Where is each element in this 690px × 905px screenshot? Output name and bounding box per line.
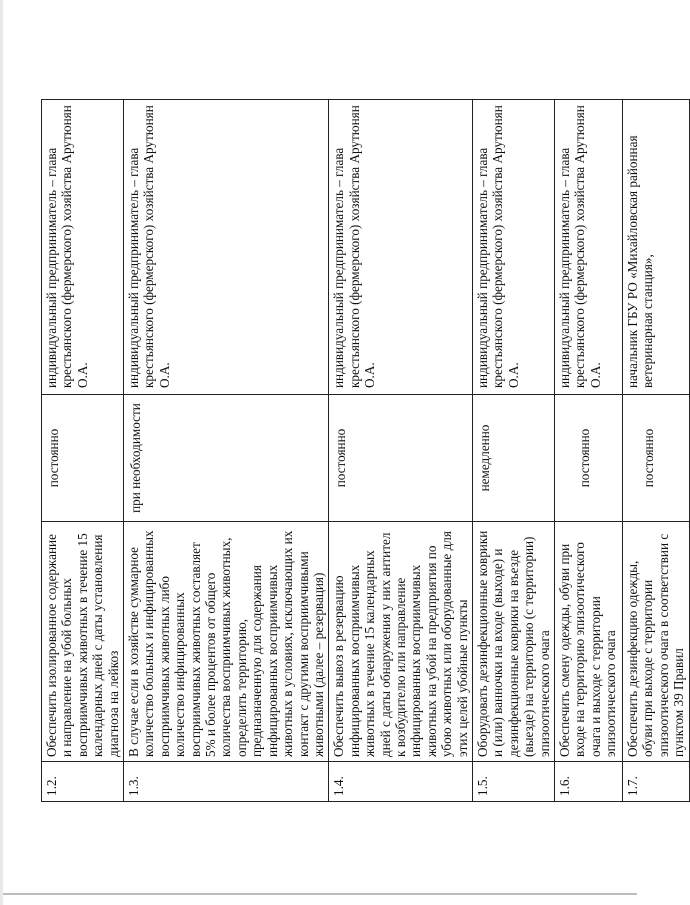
measure-text: В случае если в хозяйстве суммарное количество больных и инфицированных восприимчивых животных либо количество инфицированных восприимчивых животных составляет 5% и более процентов от общего количества восприимчивых животных, определить территорию, предназначенную для содержания инфицированных восприимчивых животных в условиях, исключающих их контакт с другими восприимчивыми животными (далее – резервация) [124,522,329,762]
scan-edge-mark [0,0,3,905]
term-cell: постоянно [555,395,623,522]
measures-table [41,99,690,802]
responsible-cell: индивидуальный предприниматель – глава крестьянского (фермерского) хозяйства Арутюнян О.А. [42,100,124,395]
term-cell: при необходимости [124,395,329,522]
row-number: 1.2. [42,762,124,802]
term-cell: постоянно [42,395,124,522]
table-row [42,100,124,802]
table-row [555,100,623,802]
responsible-cell: начальник ГБУ РО «Михайловская районная ветеринарная станция», [623,100,690,395]
table-row [472,100,554,802]
measure-text: Обеспечить дезинфекцию одежды, обуви при выходе с территории эпизоотического очага в соответствии с пунктом 39 Правил [623,522,690,762]
table-row [329,100,473,802]
table-row [124,100,329,802]
row-number: 1.3. [124,762,329,802]
term-cell: постоянно [329,395,473,522]
responsible-cell: индивидуальный предприниматель – глава крестьянского (фермерского) хозяйства Арутюнян О.А. [555,100,623,395]
row-number: 1.5. [472,762,554,802]
scan-edge-mark [3,893,637,895]
row-number: 1.4. [329,762,473,802]
measure-text: Обеспечить изолированное содержание и направление на убой больных восприимчивых животных в течение 15 календарных дней с даты установления диагноза на лейкоз [42,522,124,762]
measure-text: Оборудовать дезинфекционные коврики и (или) ванночки на входе (выходе) и дезинфекционные коврики на въезде (выезде) на территорию (с территории) эпизоотического очага [472,522,554,762]
measure-text: Обеспечить вывоз в резервацию инфицированных восприимчивых животных в течение 15 календарных дней с даты обнаружения у них антител к возбудителю или направление инфицированных восприимчивых животных на убой на предприятия по убою животных или оборудованные для этих целей убойные пункты [329,522,473,762]
term-cell: немедленно [472,395,554,522]
measure-text: Обеспечить смену одежды, обуви при входе на территорию эпизоотического очага и выходе с территории эпизоотического очага [555,522,623,762]
responsible-cell: индивидуальный предприниматель – глава крестьянского (фермерского) хозяйства Арутюнян О.А. [329,100,473,395]
responsible-cell: индивидуальный предприниматель – глава крестьянского (фермерского) хозяйства Арутюнян О.А. [472,100,554,395]
row-number: 1.7. [623,762,690,802]
table-row [623,100,690,802]
term-cell: постоянно [623,395,690,522]
responsible-cell: индивидуальный предприниматель – глава крестьянского (фермерского) хозяйства Арутюнян О.А. [124,100,329,395]
row-number: 1.6. [555,762,623,802]
